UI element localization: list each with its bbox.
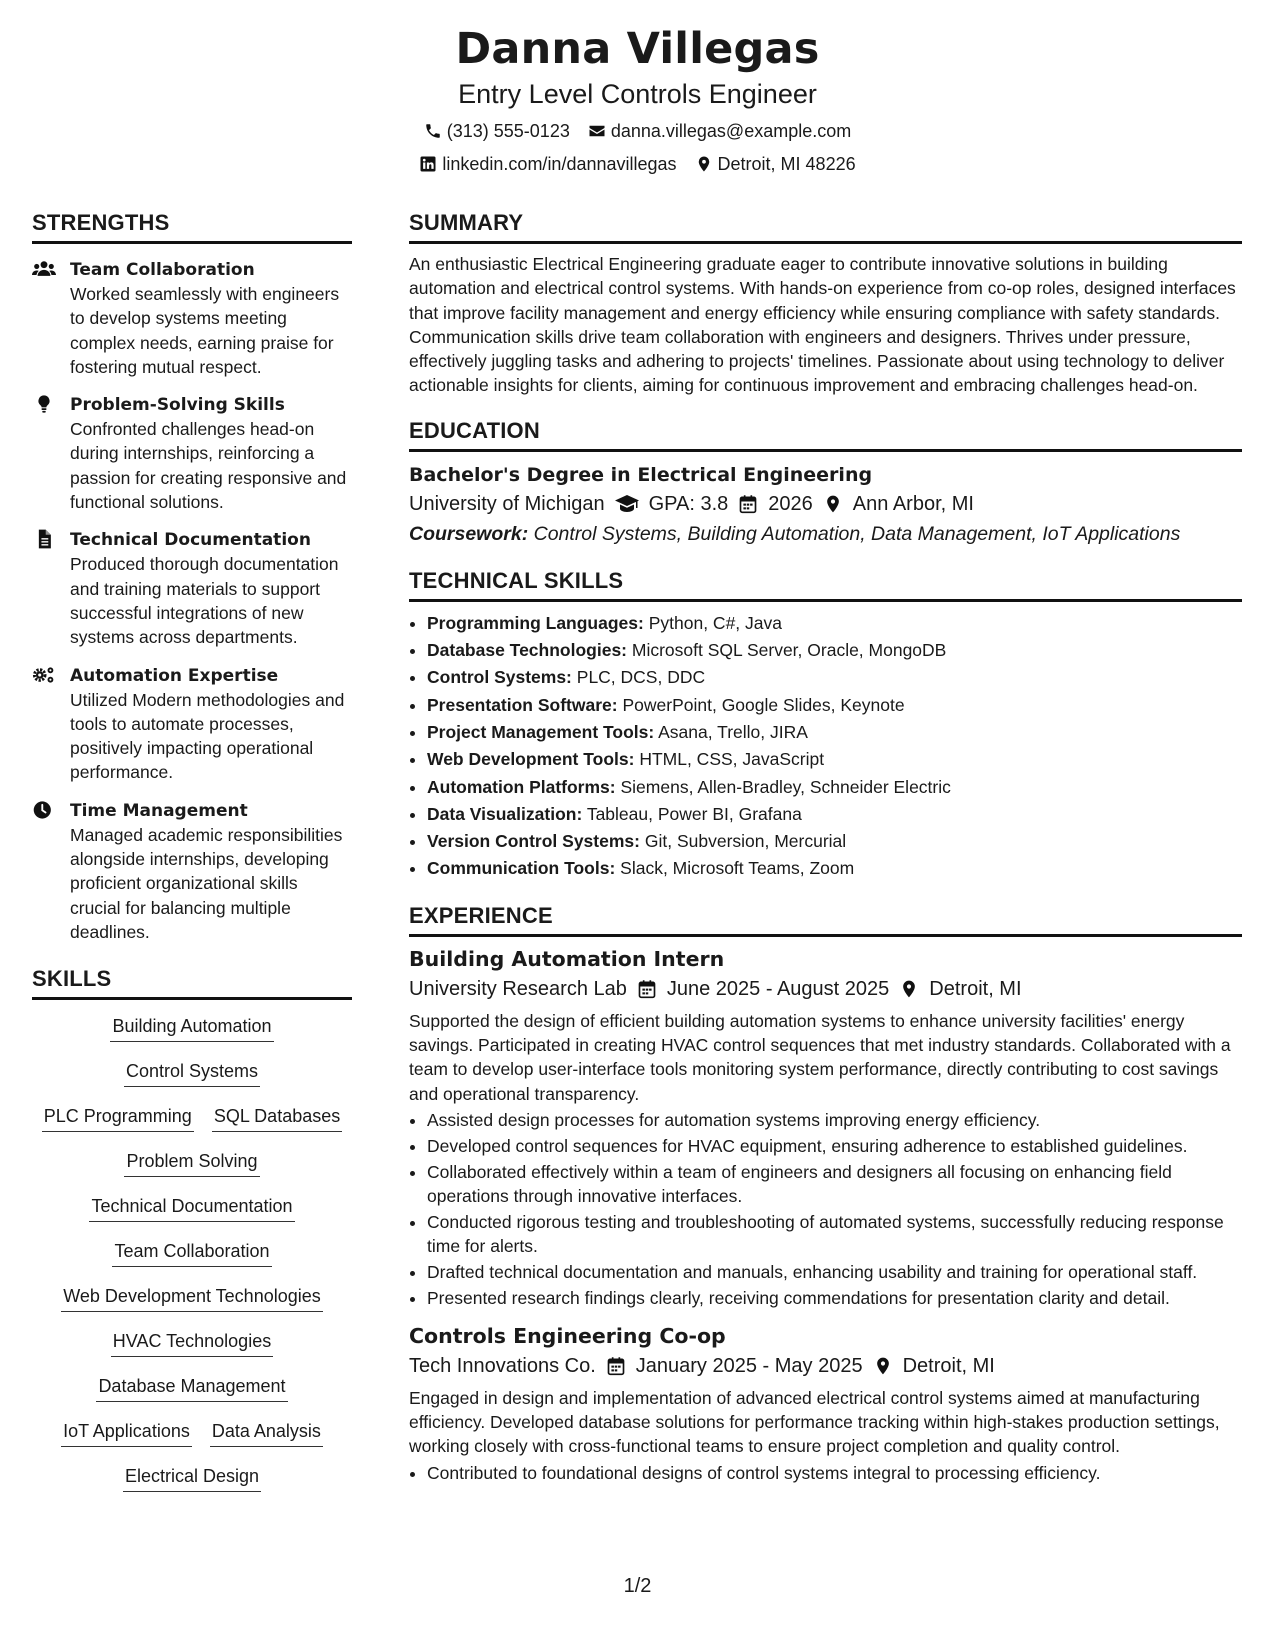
skill-row bbox=[32, 1325, 352, 1370]
skill-chip: Control Systems bbox=[124, 1059, 260, 1087]
list-item: • Developed control sequences for HVAC equipment, ensuring adherence to established guidelines. bbox=[427, 1134, 1242, 1158]
skill-row bbox=[32, 1280, 352, 1325]
gpa-text: GPA: 3.8 bbox=[648, 492, 729, 515]
strength-title: Time Management bbox=[70, 800, 248, 821]
skill-chip: Building Automation bbox=[110, 1014, 273, 1042]
strength-desc: Confronted challenges head-on during internships, reinforcing a passion for creating responsive and functional solutions. bbox=[70, 419, 347, 513]
map-pin-icon bbox=[873, 1356, 893, 1376]
map-pin-icon bbox=[899, 979, 919, 999]
page-number: 1/2 bbox=[623, 1575, 652, 1597]
job-description: Engaged in design and implementation of advanced electrical control systems aimed at manufacturing efficiency. Developed database solutions for performance tracking within high-stakes production settings, working closely with cross-functional teams to ensure project completion and quality control. bbox=[409, 1387, 1220, 1457]
skill-value: Siemens, Allen-Bradley, Schneider Electric bbox=[620, 776, 951, 797]
summary-heading: SUMMARY bbox=[409, 210, 1242, 244]
skill-label: Automation Platforms: bbox=[427, 776, 616, 797]
skill-chip: IoT Applications bbox=[61, 1419, 192, 1447]
strength-title: Technical Documentation bbox=[70, 530, 311, 551]
envelope-icon bbox=[588, 122, 606, 140]
job-dates: June 2025 - August 2025 bbox=[666, 977, 890, 1000]
degree-title: Bachelor's Degree in Electrical Engineering bbox=[409, 463, 873, 486]
job-entry bbox=[409, 945, 1242, 1310]
graduation-year: 2026 bbox=[768, 492, 813, 515]
resume-header bbox=[0, 22, 1275, 175]
skill-chip: Problem Solving bbox=[124, 1149, 259, 1177]
skill-value: Asana, Trello, JIRA bbox=[658, 721, 808, 742]
strength-title: Team Collaboration bbox=[70, 260, 255, 280]
list-item: • Drafted technical documentation and manuals, enhancing usability and training for operational staff. bbox=[427, 1260, 1242, 1284]
users-icon bbox=[32, 259, 56, 279]
skill-chip: Data Analysis bbox=[210, 1419, 323, 1447]
skill-label: Presentation Software: bbox=[427, 694, 618, 715]
list-item: • Collaborated effectively within a team of engineers and designers all focusing on enhancing field operations through innovative interfaces. bbox=[427, 1160, 1242, 1209]
strength-title: Problem-Solving Skills bbox=[70, 395, 285, 416]
candidate-title: Entry Level Controls Engineer bbox=[458, 79, 817, 109]
skill-label: Web Development Tools: bbox=[427, 749, 635, 770]
skill-chip: Database Management bbox=[96, 1374, 287, 1402]
left-column bbox=[32, 210, 352, 1505]
calendar-icon bbox=[606, 1356, 626, 1376]
linkedin-text[interactable]: linkedin.com/in/dannavillegas bbox=[442, 154, 677, 174]
job-meta bbox=[409, 975, 1242, 1003]
list-item bbox=[427, 719, 1242, 746]
skill-label: Database Technologies: bbox=[427, 640, 628, 661]
skill-row bbox=[32, 1190, 352, 1235]
email-contact[interactable] bbox=[588, 120, 851, 142]
skill-label: Control Systems: bbox=[427, 667, 572, 688]
clock-icon bbox=[32, 800, 56, 820]
skill-label: Programming Languages: bbox=[427, 612, 644, 633]
strength-desc: Worked seamlessly with engineers to develop systems meeting complex needs, earning praise for fostering mutual respect. bbox=[70, 284, 340, 377]
map-pin-icon bbox=[695, 155, 713, 173]
school-location: Ann Arbor, MI bbox=[852, 492, 974, 515]
skill-chip: Electrical Design bbox=[123, 1464, 261, 1492]
list-item bbox=[427, 692, 1242, 719]
skill-chip: SQL Databases bbox=[212, 1104, 342, 1132]
skill-label: Communication Tools: bbox=[427, 858, 616, 879]
email-text[interactable]: danna.villegas@example.com bbox=[610, 121, 852, 141]
list-item bbox=[427, 855, 1242, 882]
skill-value: PLC, DCS, DDC bbox=[576, 667, 706, 688]
phone-icon bbox=[424, 122, 442, 140]
skill-chip: HVAC Technologies bbox=[111, 1329, 273, 1357]
skill-label: Project Management Tools: bbox=[427, 721, 655, 742]
linkedin-contact[interactable] bbox=[419, 153, 676, 175]
strength-title: Automation Expertise bbox=[70, 665, 279, 686]
strength-item bbox=[32, 664, 352, 785]
list-item bbox=[427, 828, 1242, 855]
list-item: • Assisted design processes for automation systems improving energy efficiency. bbox=[427, 1108, 1242, 1132]
right-column bbox=[409, 210, 1242, 1487]
list-item bbox=[427, 801, 1242, 828]
skill-label: Version Control Systems: bbox=[427, 831, 640, 852]
skill-value: Python, C#, Java bbox=[648, 612, 782, 633]
skill-value: Slack, Microsoft Teams, Zoom bbox=[620, 858, 855, 879]
skill-row bbox=[32, 1370, 352, 1415]
contact-row-1 bbox=[0, 120, 1275, 142]
linkedin-icon bbox=[419, 155, 437, 173]
calendar-icon bbox=[738, 494, 758, 514]
summary-text: An enthusiastic Electrical Engineering graduate eager to contribute innovative solutions in building automation and electrical control systems. With hands-on experience from co-op roles, designed interfaces that improve facility management and energy efficiency while ensuring compliance with safety standards. Communication skills drive team collaboration with engineers and designers. Thrives under pressure, effectively juggling tasks and adhering to projects' timelines. Passionate about using technology to deliver actionable insights for clients, aiming for continuous improvement and embracing challenges head-on. bbox=[409, 254, 1236, 396]
strength-desc: Utilized Modern methodologies and tools to automate processes, positively impacting operational performance. bbox=[70, 689, 345, 783]
education-meta bbox=[409, 490, 1242, 518]
job-location: Detroit, MI bbox=[929, 977, 1022, 1000]
job-location: Detroit, MI bbox=[902, 1354, 995, 1377]
technical-skills-list bbox=[409, 610, 1242, 883]
skill-value: Microsoft SQL Server, Oracle, MongoDB bbox=[631, 640, 947, 661]
strengths-heading: STRENGTHS bbox=[32, 210, 352, 244]
list-item bbox=[427, 664, 1242, 691]
list-item bbox=[427, 610, 1242, 637]
location-contact bbox=[695, 153, 856, 175]
candidate-name: Danna Villegas bbox=[455, 24, 820, 74]
strength-item bbox=[32, 393, 352, 514]
contact-row-2 bbox=[0, 153, 1275, 175]
skill-value: Tableau, Power BI, Grafana bbox=[586, 803, 802, 824]
strength-desc: Managed academic responsibilities alongside internships, developing proficient organizational skills crucial for balancing multiple deadlines. bbox=[70, 824, 343, 942]
technical-skills-heading: TECHNICAL SKILLS bbox=[409, 568, 1242, 602]
phone-text: (313) 555-0123 bbox=[446, 121, 570, 141]
job-meta bbox=[409, 1352, 1242, 1380]
school-name: University of Michigan bbox=[409, 492, 605, 515]
graduation-cap-icon bbox=[615, 494, 639, 514]
strength-desc: Produced thorough documentation and training materials to support successful integrations of new systems across departments. bbox=[70, 554, 339, 648]
strength-item bbox=[32, 528, 352, 649]
list-item: • Contributed to foundational designs of control systems integral to processing efficiency. bbox=[427, 1461, 1242, 1485]
skill-value: HTML, CSS, JavaScript bbox=[639, 749, 825, 770]
list-item: • Presented research findings clearly, receiving commendations for presentation clarity and detail. bbox=[427, 1286, 1242, 1310]
job-description: Supported the design of efficient building automation systems to enhance university facilities' energy savings. Participated in creating HVAC control sequences that met industry standards. Collaborated with a team to develop user-interface tools monitoring system performance, directly contributing to cost savings and operational transparency. bbox=[409, 1010, 1231, 1104]
strength-item bbox=[32, 799, 352, 944]
list-item: • Conducted rigorous testing and troubleshooting of automated systems, successfully reducing response time for alerts. bbox=[427, 1210, 1242, 1259]
job-org: Tech Innovations Co. bbox=[409, 1354, 596, 1377]
calendar-icon bbox=[637, 979, 657, 999]
document-icon bbox=[32, 529, 56, 549]
skill-row bbox=[32, 1460, 352, 1505]
skill-row bbox=[32, 1100, 352, 1145]
experience-heading: EXPERIENCE bbox=[409, 903, 1242, 937]
phone-contact bbox=[424, 120, 570, 142]
skill-row bbox=[32, 1235, 352, 1280]
education-heading: EDUCATION bbox=[409, 418, 1242, 452]
skill-row bbox=[32, 1415, 352, 1460]
lightbulb-icon bbox=[32, 394, 56, 414]
skill-chip: Team Collaboration bbox=[112, 1239, 271, 1267]
map-pin-icon bbox=[823, 494, 843, 514]
job-org: University Research Lab bbox=[409, 977, 627, 1000]
coursework-line bbox=[409, 520, 1242, 548]
skills-heading: SKILLS bbox=[32, 966, 352, 1000]
skill-chip: Technical Documentation bbox=[89, 1194, 294, 1222]
list-item bbox=[427, 746, 1242, 773]
skill-label: Data Visualization: bbox=[427, 803, 583, 824]
job-title: Controls Engineering Co-op bbox=[409, 1323, 726, 1348]
skill-row bbox=[32, 1010, 352, 1055]
skill-row bbox=[32, 1055, 352, 1100]
skills-chips bbox=[32, 1010, 352, 1505]
strength-item bbox=[32, 258, 352, 379]
skill-chip: Web Development Technologies bbox=[61, 1284, 323, 1312]
skill-value: PowerPoint, Google Slides, Keynote bbox=[622, 694, 905, 715]
skill-row bbox=[32, 1145, 352, 1190]
job-bullets bbox=[409, 1461, 1242, 1485]
gears-icon bbox=[32, 665, 56, 685]
job-entry bbox=[409, 1322, 1242, 1485]
coursework-label: Coursework: bbox=[409, 522, 529, 545]
coursework-text: Control Systems, Building Automation, Data Management, IoT Applications bbox=[533, 522, 1181, 545]
skill-chip: PLC Programming bbox=[42, 1104, 194, 1132]
list-item bbox=[427, 637, 1242, 664]
list-item bbox=[427, 774, 1242, 801]
location-text: Detroit, MI 48226 bbox=[717, 154, 856, 174]
job-dates: January 2025 - May 2025 bbox=[635, 1354, 863, 1377]
job-bullets bbox=[409, 1108, 1242, 1310]
job-title: Building Automation Intern bbox=[409, 946, 725, 971]
skill-value: Git, Subversion, Mercurial bbox=[644, 831, 847, 852]
